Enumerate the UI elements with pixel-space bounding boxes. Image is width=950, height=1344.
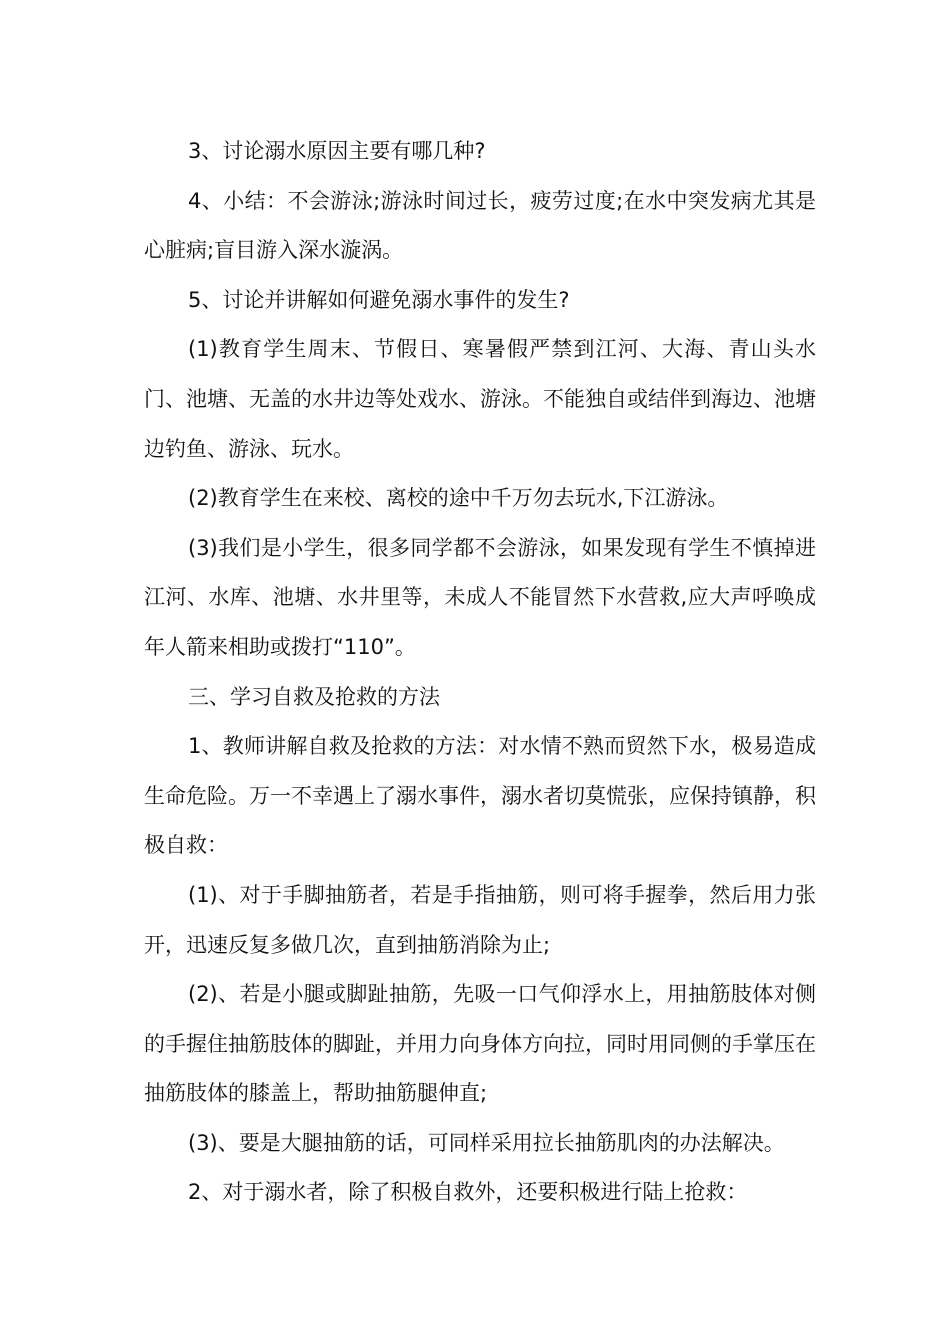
paragraph-rule-1: (1)教育学生周末、节假日、寒暑假严禁到江河、大海、青山头水门、池塘、无盖的水井边等处戏水、游泳。不能独自或结伴到海边、池塘边钓鱼、游泳、玩水。 [144, 337, 816, 461]
paragraph-rule-3: (3)我们是小学生，很多同学都不会游泳，如果发现有学生不慎掉进江河、水库、池塘、水井里等，未成人不能冒然下水营救,应大声呼唤成年人箭来相助或拨打“110”。 [144, 535, 816, 659]
document-body [144, 127, 816, 1218]
paragraph-land-rescue: 2、对于溺水者，除了积极自救外，还要积极进行陆上抢救： [188, 1180, 748, 1205]
section-heading-self-rescue: 三、学习自救及抢救的方法 [188, 684, 440, 709]
paragraph-discussion-prevention: 5、讨论并讲解如何避免溺水事件的发生? [188, 287, 570, 312]
paragraph-cramp-leg: (2)、若是小腿或脚趾抽筋，先吸一口气仰浮水上，用抽筋肢体对侧的手握住抽筋肢体的脚趾，并用力向身体方向拉，同时用同侧的手掌压在抽筋肢体的膝盖上，帮助抽筋腿伸直; [144, 982, 816, 1106]
paragraph-rule-2: (2)教育学生在来校、离校的途中千万勿去玩水,下江游泳。 [188, 486, 729, 511]
paragraph-summary: 4、小结：不会游泳;游泳时间过长，疲劳过度;在水中突发病尤其是心脏病;盲目游入深水漩涡。 [144, 188, 816, 263]
paragraph-teacher-explains: 1、教师讲解自救及抢救的方法：对水情不熟而贸然下水，极易造成生命危险。万一不幸遇上了溺水事件，溺水者切莫慌张，应保持镇静，积极自救： [144, 734, 816, 858]
paragraph-discussion-causes: 3、讨论溺水原因主要有哪几种? [188, 139, 486, 163]
paragraph-cramp-hand: (1)、对于手脚抽筋者，若是手指抽筋，则可将手握拳，然后用力张开，迅速反复多做几次，直到抽筋消除为止; [144, 882, 816, 957]
paragraph-cramp-thigh: (3)、要是大腿抽筋的话，可同样采用拉长抽筋肌肉的办法解决。 [188, 1130, 785, 1155]
